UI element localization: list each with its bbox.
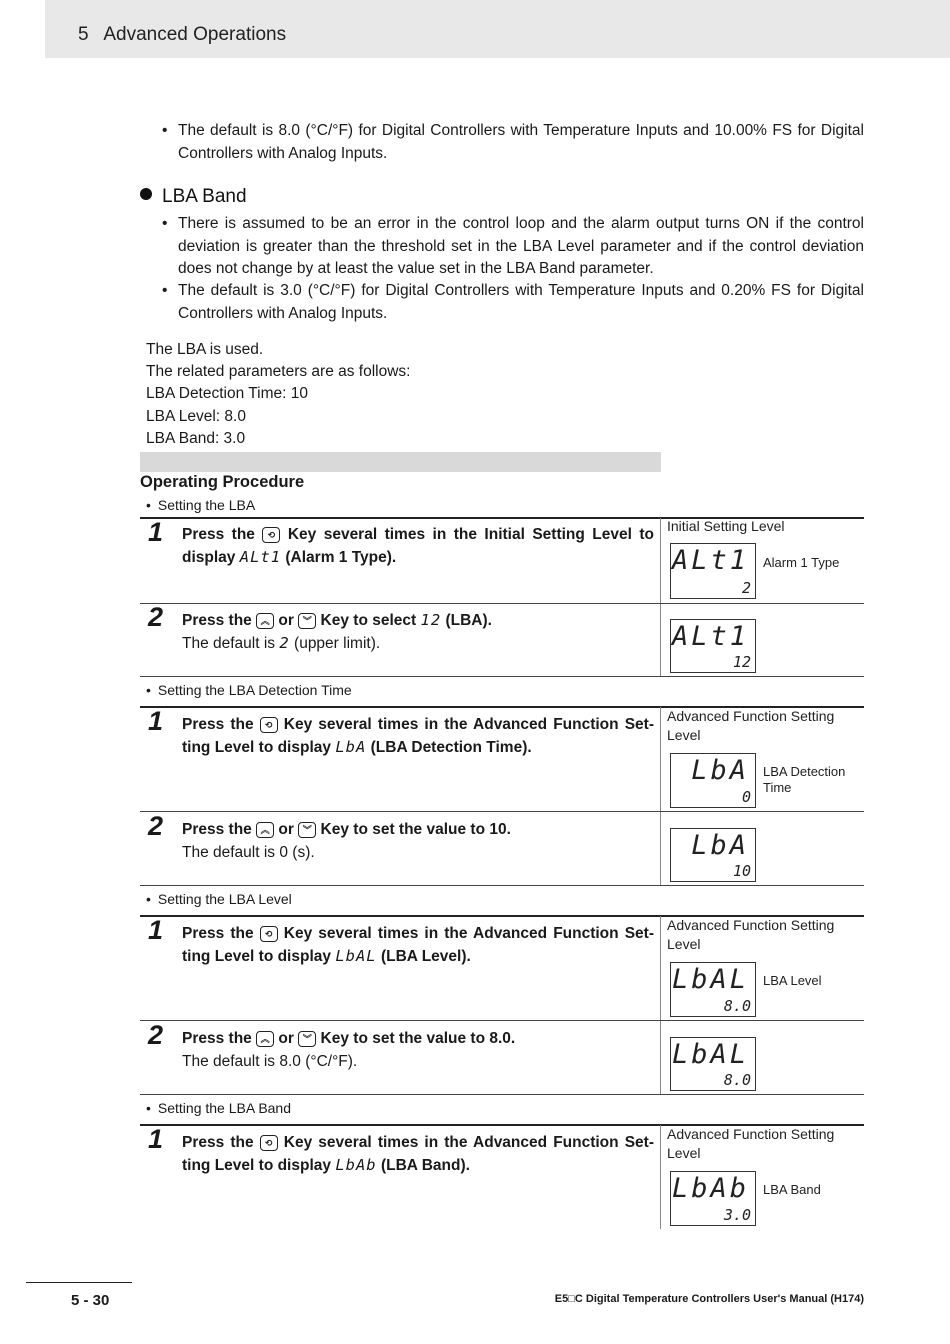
up-key-icon: ︽ (256, 1031, 274, 1047)
display-panel (670, 619, 756, 673)
display-panel (670, 1171, 756, 1226)
param-line: The LBA is used. (146, 341, 264, 358)
param-line: LBA Band: 3.0 (146, 430, 246, 447)
column-divider (660, 518, 661, 676)
display-bottom-value: 8.0 (723, 1071, 751, 1089)
level-label: Advanced Function Setting Level (667, 917, 835, 952)
step-text: Press the ⟲ Key several times in the Initial Setting Level to display ALt1 (Alarm 1 Type). (182, 526, 655, 566)
divider (140, 603, 864, 604)
footer-rule (26, 1282, 132, 1283)
step-text: Press the ⟲ Key several times in the Advanced Function Set-ting Level to display LbAL (LBA Level). (182, 925, 654, 965)
column-divider (660, 1125, 661, 1229)
display-caption: LBA Level (763, 973, 822, 988)
step-number: 1 (148, 517, 164, 547)
procedure-header-bar (140, 452, 661, 472)
section-bullet: • There is assumed to be an error in the control loop and the alarm output turns ON if the control deviation is greater than the threshold set in the LBA Level parameter and if the control deviation does not change by at least the value set in the LBA Band parameter. (178, 213, 864, 281)
display-panel (670, 828, 756, 882)
intro-bullet: • The default is 8.0 (°C/°F) for Digital Controllers with Temperature Inputs and 10.00% FS for Digital Controllers with Analog Inputs. (178, 120, 864, 165)
page-header-title: 5 Advanced Operations (78, 24, 287, 45)
step-number: 1 (148, 706, 164, 736)
display-bottom-value: 10 (732, 862, 751, 880)
step-text: Press the ︽ or ︾ Key to select 12 (LBA). The default is 2 (upper limit). (182, 611, 492, 652)
mode-key-icon: ⟲ (260, 717, 278, 733)
display-bottom-value: 3.0 (723, 1206, 751, 1224)
mode-key-icon: ⟲ (262, 527, 280, 543)
display-panel (670, 1037, 756, 1091)
display-top-value: LbAL (671, 964, 749, 995)
divider (140, 811, 864, 812)
column-divider (660, 707, 661, 885)
display-bottom-value: 0 (741, 788, 751, 806)
display-panel (670, 962, 756, 1017)
up-key-icon: ︽ (256, 822, 274, 838)
display-panel (670, 753, 756, 808)
divider (140, 1020, 864, 1021)
manual-title: E5□C Digital Temperature Controllers User's Manual (H174) (554, 1293, 864, 1305)
page-number: 5 - 30 (71, 1292, 110, 1309)
section-bullet: • The default is 3.0 (°C/°F) for Digital Controllers with Temperature Inputs and 0.20% FS for Digital Controllers with Analog Inputs. (178, 280, 864, 325)
divider (140, 676, 864, 677)
procedure-subtitle: • Setting the LBA Detection Time (146, 682, 352, 698)
display-caption: LBA Band (763, 1182, 821, 1197)
level-label: Advanced Function Setting Level (667, 708, 835, 743)
column-divider (660, 916, 661, 1094)
display-bottom-value: 2 (741, 579, 751, 597)
param-line: LBA Level: 8.0 (146, 408, 246, 425)
display-caption: Alarm 1 Type (763, 555, 840, 570)
step-text: Press the ︽ or ︾ Key to set the value to 8.0. The default is 8.0 (°C/°F). (182, 1030, 516, 1070)
step-number: 1 (148, 915, 164, 945)
down-key-icon: ︾ (298, 613, 316, 629)
procedure-subtitle: • Setting the LBA Level (146, 891, 292, 907)
step-text: Press the ⟲ Key several times in the Advanced Function Set-ting Level to display LbA (LBA Detection Time). (182, 716, 654, 756)
mode-key-icon: ⟲ (260, 1135, 278, 1151)
display-caption: LBA Detection Time (763, 764, 846, 795)
display-top-value: ALt1 (671, 545, 749, 576)
divider (140, 1094, 864, 1095)
level-label: Advanced Function Setting Level (667, 1126, 835, 1161)
display-top-value: ALt1 (671, 621, 749, 652)
bullet-dot-icon (140, 188, 152, 200)
down-key-icon: ︾ (298, 1031, 316, 1047)
display-bottom-value: 8.0 (723, 997, 751, 1015)
display-bottom-value: 12 (732, 653, 751, 671)
up-key-icon: ︽ (256, 613, 274, 629)
display-panel (670, 543, 756, 599)
divider (140, 885, 864, 886)
display-top-value: LbAb (671, 1173, 749, 1204)
down-key-icon: ︾ (298, 822, 316, 838)
param-line: LBA Detection Time: 10 (146, 385, 308, 402)
step-number: 2 (148, 1020, 164, 1050)
step-text: Press the ⟲ Key several times in the Advanced Function Set-ting Level to display LbAb (LBA Band). (182, 1134, 654, 1174)
display-top-value: LbA (691, 755, 749, 786)
param-line: The related parameters are as follows: (146, 363, 411, 380)
display-top-value: LbA (691, 830, 749, 861)
procedure-title: Operating Procedure (140, 473, 305, 491)
display-top-value: LbAL (671, 1039, 749, 1070)
step-number: 1 (148, 1124, 164, 1154)
step-text: Press the ︽ or ︾ Key to set the value to 10. The default is 0 (s). (182, 821, 511, 861)
procedure-subtitle: • Setting the LBA (146, 497, 255, 513)
procedure-subtitle: • Setting the LBA Band (146, 1100, 291, 1116)
section-title: LBA Band (140, 186, 247, 208)
level-label: Initial Setting Level (667, 518, 785, 534)
step-number: 2 (148, 602, 164, 632)
mode-key-icon: ⟲ (260, 926, 278, 942)
step-number: 2 (148, 811, 164, 841)
